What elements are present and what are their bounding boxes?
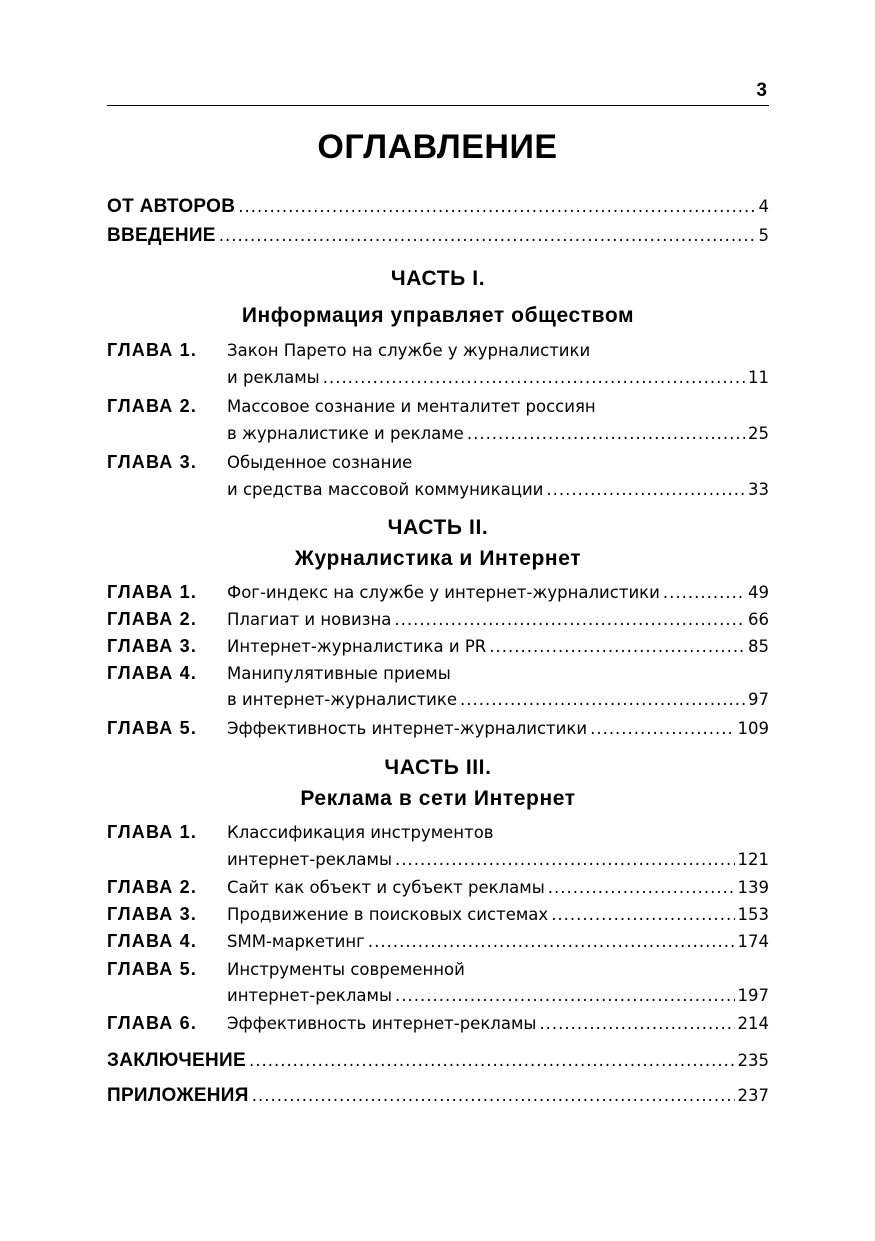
toc-page-number: 49	[748, 583, 769, 602]
toc-page-number: 66	[748, 610, 769, 629]
chapter-title-line: интернет-рекламы	[227, 986, 392, 1005]
chapter-number: ГЛАВА 3.	[107, 452, 198, 472]
toc-page-number: 5	[758, 226, 769, 245]
chapter-number: ГЛАВА 2.	[107, 609, 198, 629]
toc-page-number: 121	[737, 850, 769, 869]
toc-entry-conclusion[interactable]	[107, 1050, 769, 1078]
chapter-title-line: Плагиат и новизна	[227, 610, 392, 629]
chapter-number: ГЛАВА 6.	[107, 1013, 198, 1033]
chapter-title-line: в интернет-журналистике	[227, 690, 458, 709]
toc-chapter-entry[interactable]	[107, 340, 769, 368]
toc-chapter-entry[interactable]	[107, 452, 769, 480]
toc-chapter-entry-continuation[interactable]	[107, 690, 769, 718]
toc-page-number: 235	[737, 1051, 769, 1070]
chapter-title-line: Эффективность интернет-журналистики	[227, 719, 588, 738]
chapter-title-line: Массовое сознание и менталитет россиян	[227, 397, 596, 416]
page-number: 3	[756, 80, 767, 101]
toc-chapter-entry[interactable]	[107, 877, 769, 905]
chapter-number: ГЛАВА 1.	[107, 340, 198, 360]
chapter-title-line: Эффективность интернет-рекламы	[227, 1014, 537, 1033]
leader-dots	[460, 690, 745, 709]
toc-chapter-entry[interactable]	[107, 663, 769, 691]
leader-dots	[663, 583, 745, 602]
chapter-title-line: Обыденное сознание	[227, 453, 413, 472]
chapter-number: ГЛАВА 5.	[107, 959, 198, 979]
part-heading: ЧАСТЬ III.	[384, 756, 492, 779]
leader-dots	[539, 1014, 734, 1033]
chapter-title-line: Классификация инструментов	[227, 823, 494, 842]
part-heading: ЧАСТЬ I.	[390, 267, 486, 290]
toc-chapter-entry[interactable]	[107, 396, 769, 424]
leader-dots	[249, 1051, 735, 1070]
toc-entry-from-authors[interactable]	[107, 196, 769, 224]
leader-dots	[546, 480, 745, 499]
toc-page-number: 109	[737, 719, 769, 738]
toc-page-number: 85	[748, 637, 769, 656]
leader-dots	[323, 368, 745, 387]
toc-page-number: 174	[737, 932, 769, 951]
leader-dots	[395, 986, 735, 1005]
chapter-number: ГЛАВА 2.	[107, 877, 198, 897]
chapter-number: ГЛАВА 4.	[107, 663, 198, 683]
leader-dots	[395, 850, 735, 869]
leader-dots	[368, 932, 735, 951]
leader-dots	[548, 878, 735, 897]
chapter-title-line: и средства массовой коммуникации	[227, 480, 544, 499]
chapter-title-line: интернет-рекламы	[227, 850, 392, 869]
chapter-title-line: в журналистике и рекламе	[227, 424, 464, 443]
chapter-title-line: SMM-маркетинг	[227, 932, 365, 951]
leader-dots	[590, 719, 734, 738]
toc-page-number: 153	[737, 905, 769, 924]
toc-chapter-entry[interactable]	[107, 1013, 769, 1041]
toc-entry-label: ЗАКЛЮЧЕНИЕ	[107, 1050, 246, 1071]
chapter-title-line: Сайт как объект и субъект рекламы	[227, 878, 545, 897]
chapter-number: ГЛАВА 1.	[107, 822, 198, 842]
toc-chapter-entry[interactable]	[107, 636, 769, 664]
chapter-title-line: Инструменты современной	[227, 960, 465, 979]
toc-page-number: 214	[737, 1014, 769, 1033]
toc-page-number: 33	[748, 480, 769, 499]
toc-chapter-entry-continuation[interactable]	[107, 986, 769, 1014]
chapter-title-line: Фог-индекс на службе у интернет-журналистики	[227, 583, 660, 602]
toc-page-number: 197	[737, 986, 769, 1005]
part-subtitle: Реклама в сети Интернет	[300, 787, 576, 810]
toc-chapter-entry[interactable]	[107, 959, 769, 987]
part-subtitle: Информация управляет обществом	[241, 304, 635, 327]
toc-chapter-entry[interactable]	[107, 931, 769, 959]
toc-entry-label: ВВЕДЕНИЕ	[107, 225, 216, 246]
toc-entry-label: ПРИЛОЖЕНИЯ	[107, 1085, 249, 1106]
chapter-title-line: Интернет-журналистика и PR	[227, 637, 487, 656]
toc-chapter-entry[interactable]	[107, 582, 769, 610]
toc-entry-introduction[interactable]	[107, 225, 769, 253]
chapter-title-line: и рекламы	[227, 368, 320, 387]
toc-chapter-entry[interactable]	[107, 822, 769, 850]
leader-dots	[238, 197, 755, 216]
toc-chapter-entry-continuation[interactable]	[107, 368, 769, 396]
leader-dots	[219, 226, 756, 245]
leader-dots	[394, 610, 745, 629]
toc-page-number: 4	[758, 197, 769, 216]
toc-chapter-entry[interactable]	[107, 718, 769, 746]
page-title: ОГЛАВЛЕНИЕ	[317, 128, 558, 166]
toc-chapter-entry-continuation[interactable]	[107, 424, 769, 452]
toc-page-number: 97	[748, 690, 769, 709]
chapter-number: ГЛАВА 5.	[107, 718, 198, 738]
chapter-number: ГЛАВА 3.	[107, 636, 198, 656]
toc-page-number: 237	[737, 1086, 769, 1105]
toc-entry-appendices[interactable]	[107, 1085, 769, 1113]
toc-entry-label: ОТ АВТОРОВ	[107, 196, 236, 217]
leader-dots	[252, 1086, 735, 1105]
chapter-title-line: Манипулятивные приемы	[227, 664, 451, 683]
header-rule	[107, 105, 769, 106]
chapter-number: ГЛАВА 3.	[107, 904, 198, 924]
toc-chapter-entry-continuation[interactable]	[107, 850, 769, 878]
chapter-number: ГЛАВА 1.	[107, 582, 198, 602]
leader-dots	[551, 905, 734, 924]
part-subtitle: Журналистика и Интернет	[294, 547, 582, 570]
chapter-number: ГЛАВА 2.	[107, 396, 198, 416]
toc-chapter-entry[interactable]	[107, 904, 769, 932]
toc-chapter-entry-continuation[interactable]	[107, 480, 769, 508]
leader-dots	[489, 637, 745, 656]
toc-page-number: 139	[737, 878, 769, 897]
chapter-title-line: Продвижение в поисковых системах	[227, 905, 549, 924]
toc-page-number: 25	[748, 424, 769, 443]
chapter-number: ГЛАВА 4.	[107, 931, 198, 951]
part-heading: ЧАСТЬ II.	[387, 516, 489, 539]
chapter-title-line: Закон Парето на службе у журналистики	[227, 341, 591, 360]
toc-chapter-entry[interactable]	[107, 609, 769, 637]
toc-page-number: 11	[748, 368, 769, 387]
leader-dots	[467, 424, 745, 443]
